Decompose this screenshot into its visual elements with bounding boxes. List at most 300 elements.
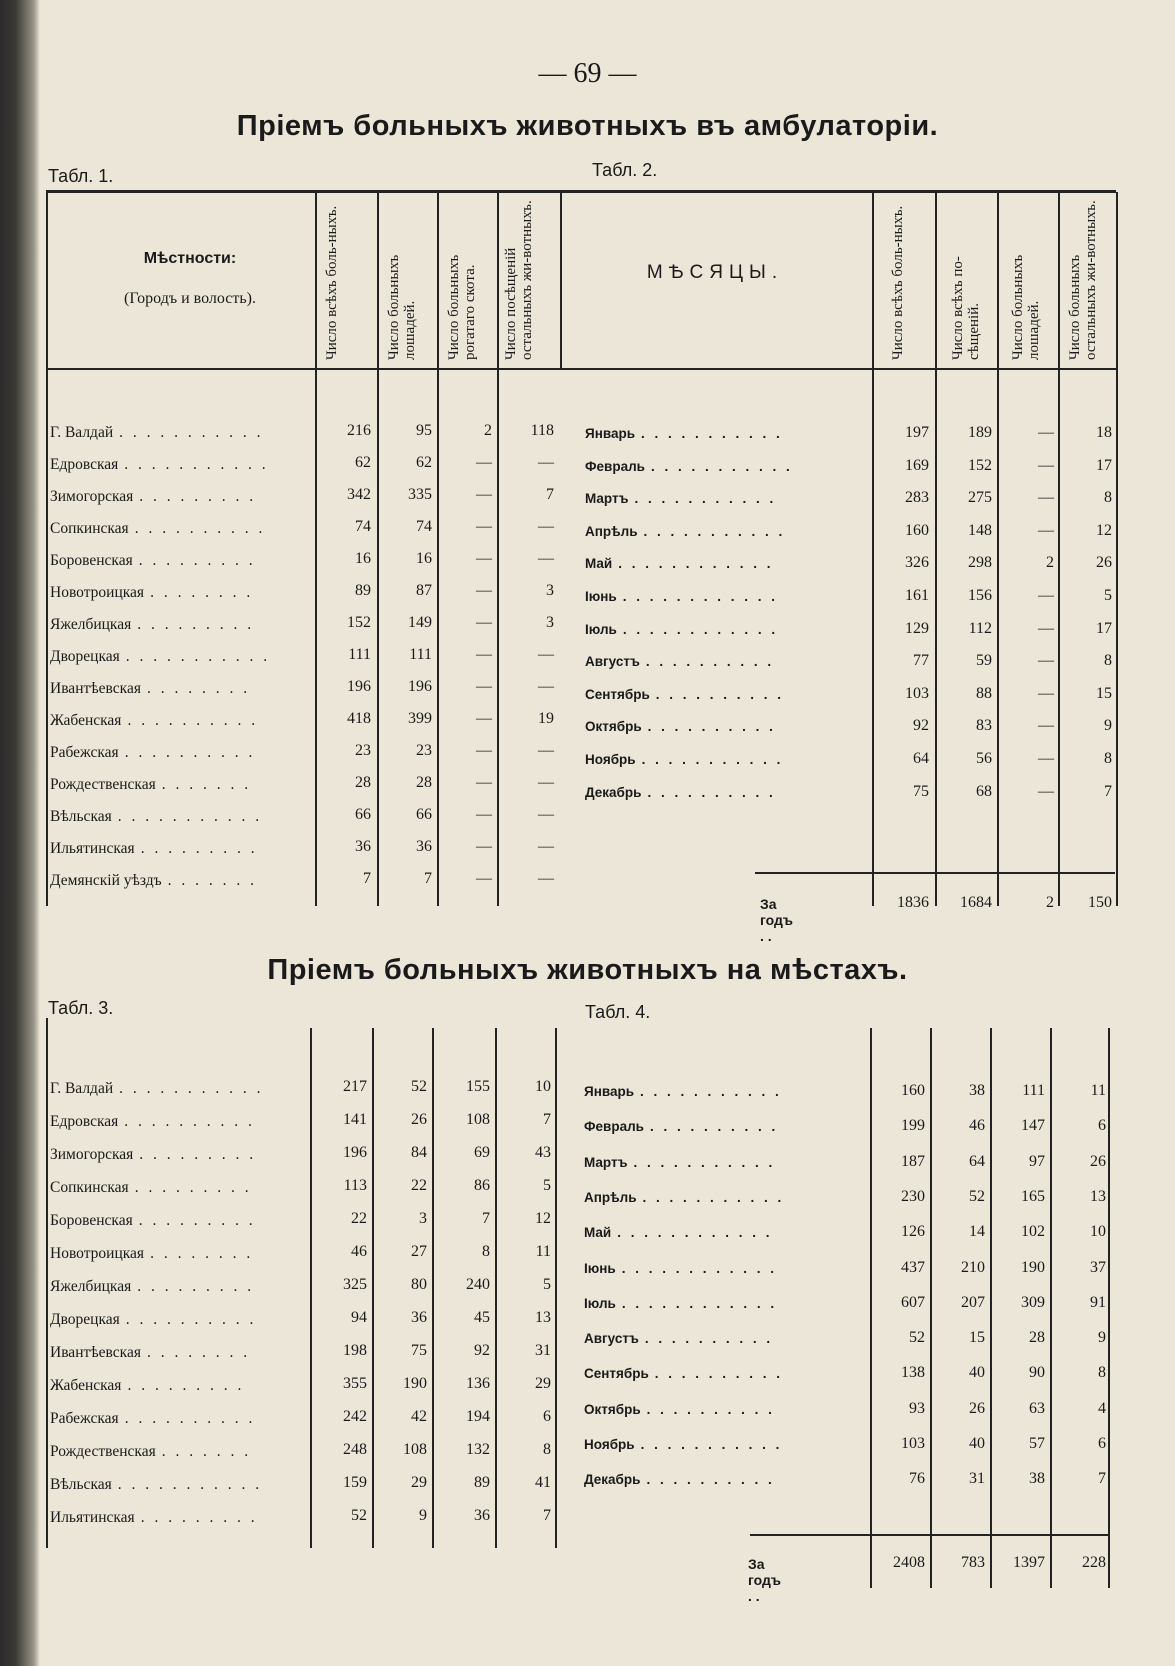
t3-row-name: Жабенская: [50, 1377, 122, 1394]
t2-row-cell: —: [1038, 684, 1054, 702]
t2-row-name: Декабрь: [585, 784, 642, 800]
t2-row-cell: 17: [1096, 619, 1112, 637]
leader-dots: . . . . . . . . . . .: [634, 491, 777, 507]
leader-dots: . . . . . . . . . . .: [650, 458, 793, 474]
t1-row-cell: 118: [530, 422, 554, 439]
t2-total-cell: 2: [1046, 894, 1054, 911]
t3-row-cell: 113: [343, 1177, 367, 1194]
t1-row-name: Новотроицкая: [50, 584, 145, 601]
t1-row-cell: 74: [416, 518, 432, 535]
t4-row-name: Декабрь: [584, 1472, 641, 1488]
t3-row-label: [50, 1245, 253, 1263]
t4-row-cell: 64: [969, 1152, 985, 1170]
t1-row-cell: 87: [416, 582, 432, 599]
t4-row-label: [584, 1190, 784, 1205]
t4-row-name: Апрѣль: [584, 1189, 637, 1205]
t4-row-cell: 607: [901, 1293, 925, 1311]
t3-row-label: [50, 1476, 262, 1494]
t1-col-header-4: Число посѣщеній остальныхъ жи-вотныхъ.: [503, 200, 535, 360]
t2-col-header-4: Число больныхъ остальныхъ жи-вотныхъ.: [1067, 200, 1099, 360]
leader-dots: . . . . . . . . . .: [646, 1472, 775, 1488]
t1-row-name: Ильятинская: [50, 840, 135, 857]
t1-row-cell: —: [538, 870, 554, 887]
t4-row-cell: 8: [1098, 1364, 1106, 1382]
t2-row-cell: 88: [976, 684, 992, 702]
leader-dots: . . . . . . . . . .: [646, 1401, 775, 1417]
t4-row-cell: 40: [969, 1364, 985, 1382]
t2-row-cell: 2: [1046, 554, 1054, 572]
t2-row-name: Ноябрь: [585, 752, 636, 767]
leader-dots: . . . . . . . . . .: [655, 686, 785, 702]
book-spine-shadow: [0, 0, 40, 1666]
t1-row-label: [50, 872, 257, 890]
t1-row-name: Яжелбицкая: [50, 616, 132, 633]
t2-row-cell: 77: [913, 652, 929, 670]
t2-row-name: Февраль: [585, 458, 645, 474]
t4-row-label: [584, 1296, 777, 1311]
t2-total-cell: 1684: [960, 894, 992, 911]
leader-dots: . . . . . . . . . .: [125, 1311, 257, 1328]
t4-row-label: [584, 1261, 777, 1276]
t4-row-cell: 31: [969, 1470, 985, 1488]
t1-row-cell: 149: [408, 614, 432, 631]
leader-dots: . . . . . . . . . . .: [124, 456, 269, 473]
leader-dots: . . . . . . . . . .: [124, 1113, 255, 1130]
t3-row-label: [50, 1278, 254, 1296]
t2-row-label: [585, 719, 776, 734]
t4-total-cell: 783: [961, 1554, 985, 1571]
t2-row-cell: 161: [905, 587, 929, 604]
t4-row-cell: 230: [901, 1187, 925, 1205]
t3-row-label: [50, 1377, 244, 1395]
t2-row-label: [585, 785, 776, 800]
leader-dots: . . . . . . . . .: [134, 1179, 252, 1196]
t4-row-label: [584, 1472, 775, 1487]
t3-row-label: [50, 1179, 252, 1197]
t2-col-header-1: Число всѣхъ боль-ныхъ.: [890, 205, 906, 360]
t3-row-cell: 41: [535, 1474, 551, 1491]
table1-label: Табл. 1.: [48, 166, 114, 186]
t4-row-cell: 63: [1029, 1399, 1045, 1417]
leader-dots: . . . . . . . . . . . .: [621, 1295, 778, 1311]
t4-row-cell: 187: [901, 1152, 925, 1170]
t1-row-name: Вѣльская: [50, 808, 112, 825]
t3-row-cell: 3: [419, 1210, 427, 1227]
t2-row-cell: —: [1038, 424, 1054, 441]
t1-row-name: Демянскій уѣздъ: [50, 872, 162, 889]
t4-row-cell: 103: [901, 1435, 925, 1452]
t1-row-cell: —: [476, 614, 492, 631]
t1-header-sub: (Городъ и волость).: [123, 290, 257, 307]
t4-row-label: [584, 1366, 783, 1381]
table4-label: Табл. 4.: [585, 1002, 651, 1022]
t3-row-cell: 108: [403, 1441, 427, 1458]
t2-col-header-2: Число всѣхъ по-сѣщеній.: [950, 256, 982, 360]
t2-row-cell: 197: [905, 424, 929, 441]
table2-label: Табл. 2.: [592, 160, 658, 180]
t3-row-cell: 240: [466, 1276, 490, 1293]
t4-row-name: Іюль: [584, 1295, 616, 1311]
t1-row-label: [50, 840, 258, 858]
t1-row-cell: 89: [355, 582, 371, 599]
t4-row-cell: 11: [1090, 1082, 1106, 1099]
t3-row-name: Новотроицкая: [50, 1245, 145, 1262]
leader-dots: . . . . . . . . . .: [644, 1331, 774, 1347]
t4-row-label: [584, 1437, 782, 1452]
t1-row-cell: —: [538, 646, 554, 663]
t1-row-cell: 216: [347, 422, 371, 439]
t1-row-cell: 66: [355, 806, 371, 823]
t1-row-cell: —: [538, 774, 554, 791]
t2-row-name: Іюнь: [585, 589, 617, 604]
t1-row-name: Боровенская: [50, 552, 133, 569]
leader-dots: . . . . . . . . . .: [127, 712, 259, 729]
t1-row-cell: 23: [355, 742, 371, 759]
t2-row-cell: 189: [968, 424, 992, 441]
t3-row-cell: 29: [535, 1375, 551, 1392]
table3-label: Табл. 3.: [48, 998, 114, 1018]
t3-row-cell: 10: [535, 1078, 551, 1095]
t2-header-main: МѢСЯЦЫ.: [646, 262, 784, 283]
leader-dots: . . . . . . . . .: [127, 1377, 245, 1394]
t2-row-name: Сентябрь: [585, 686, 650, 702]
t3-row-cell: 26: [411, 1111, 427, 1128]
t1-row-cell: 2: [484, 422, 492, 439]
t2-row-label: [585, 622, 778, 637]
t2-total-cell: 1836: [897, 894, 929, 911]
t1-row-cell: 111: [409, 646, 432, 663]
t2-row-cell: 275: [968, 489, 992, 507]
t4-row-cell: 309: [1021, 1293, 1045, 1311]
t1-row-cell: 3: [546, 582, 554, 599]
leader-dots: . . . . . . . . . . . .: [621, 1260, 778, 1276]
t4-row-name: Августъ: [584, 1331, 639, 1347]
t3-row-cell: 136: [466, 1375, 490, 1392]
t3-row-cell: 198: [343, 1342, 367, 1359]
t1-row-label: [50, 648, 270, 666]
leader-dots: . . . . . . . . . . .: [117, 1476, 263, 1493]
t3-row-cell: 36: [474, 1507, 490, 1524]
t1-row-cell: 152: [347, 614, 371, 631]
t3-row-cell: 132: [466, 1441, 490, 1458]
t3-row-cell: 84: [411, 1144, 427, 1161]
leader-dots: . . . . . . .: [161, 776, 252, 793]
t3-row-cell: 80: [411, 1276, 427, 1293]
t1-row-cell: —: [538, 454, 554, 471]
t3-row-cell: 94: [351, 1309, 367, 1326]
leader-dots: . . . . . . . . . . .: [640, 1084, 782, 1099]
t4-row-cell: 102: [1021, 1223, 1045, 1241]
t4-row-cell: 40: [969, 1435, 985, 1452]
t4-total-cell: 1397: [1013, 1554, 1045, 1571]
t1-row-label: [50, 456, 269, 474]
leader-dots: . . . . . . .: [167, 872, 258, 889]
t3-row-cell: 22: [411, 1177, 427, 1194]
t1-row-cell: 23: [416, 742, 432, 759]
t4-row-cell: 437: [901, 1258, 925, 1276]
t1-row-label: [50, 776, 251, 794]
t2-row-cell: 298: [968, 554, 992, 572]
t4-row-cell: 90: [1029, 1364, 1045, 1382]
t1-row-cell: 335: [408, 486, 432, 503]
t3-row-name: Яжелбицкая: [50, 1278, 132, 1295]
leader-dots: . . . . . . . . . .: [124, 744, 256, 761]
t2-row-cell: —: [1038, 489, 1054, 507]
leader-dots: . . . . . . . . . . .: [641, 426, 783, 441]
t2-row-label: [585, 654, 774, 669]
t4-row-cell: 7: [1098, 1470, 1106, 1488]
t1-col-header-1: Число всѣхъ боль-ныхъ.: [324, 205, 340, 360]
leader-dots: . . . . . . . . .: [139, 488, 257, 505]
t4-row-name: Май: [584, 1225, 612, 1241]
t4-row-cell: 26: [969, 1399, 985, 1417]
t1-row-cell: —: [476, 710, 492, 727]
t1-row-label: [50, 520, 265, 538]
leader-dots: . . . . . . . . .: [137, 616, 255, 633]
leader-dots: . . . . . . . . . . . .: [622, 621, 779, 637]
leader-dots: . . . . . . . . . .: [124, 1410, 256, 1427]
t1-row-cell: 95: [416, 422, 432, 439]
t4-row-cell: 37: [1090, 1258, 1106, 1276]
t3-row-cell: 45: [474, 1309, 490, 1326]
t2-row-cell: —: [1038, 521, 1054, 539]
t1-row-cell: —: [476, 742, 492, 759]
t1-row-cell: 399: [408, 710, 432, 727]
t3-row-cell: 12: [535, 1210, 551, 1227]
t1-row-cell: 196: [408, 678, 432, 695]
t3-row-cell: 7: [482, 1210, 490, 1227]
t4-row-cell: 76: [909, 1470, 925, 1488]
t1-row-name: Едровская: [50, 456, 119, 473]
leader-dots: . . . . . . . . . . . .: [617, 1225, 773, 1241]
t3-row-cell: 92: [474, 1342, 490, 1359]
t2-row-cell: 160: [905, 521, 929, 539]
leader-dots: . . . . . . . . .: [138, 1212, 256, 1229]
t1-row-cell: 418: [347, 710, 371, 727]
t4-total-label: За годъ . .: [748, 1556, 781, 1604]
t3-row-name: Ивантѣевская: [50, 1344, 141, 1361]
t2-row-name: Іюль: [585, 621, 617, 637]
leader-dots: . . . . . . . . . .: [654, 1366, 784, 1382]
t4-row-cell: 9: [1098, 1329, 1106, 1347]
t3-row-cell: 194: [466, 1408, 490, 1425]
t1-row-cell: 7: [546, 486, 554, 503]
t1-row-cell: —: [538, 742, 554, 759]
t4-row-cell: 6: [1098, 1435, 1106, 1452]
t4-row-cell: 13: [1090, 1187, 1106, 1205]
t2-row-cell: 169: [905, 456, 929, 474]
t2-row-cell: 59: [976, 652, 992, 670]
t2-row-cell: 8: [1104, 750, 1112, 767]
t3-row-name: Ильятинская: [50, 1509, 135, 1526]
t3-row-label: [50, 1311, 256, 1329]
leader-dots: . . . . . . . . .: [140, 840, 258, 857]
t4-row-name: Мартъ: [584, 1154, 628, 1170]
t4-row-label: [584, 1084, 782, 1099]
t4-row-cell: 10: [1090, 1223, 1106, 1241]
t2-row-cell: 103: [905, 684, 929, 702]
t2-row-name: Май: [585, 556, 613, 572]
t2-row-name: Августъ: [585, 654, 640, 670]
t3-row-cell: 217: [343, 1078, 367, 1095]
t1-row-label: [50, 488, 256, 506]
leader-dots: . . . . . . . . . .: [647, 784, 776, 800]
t1-row-cell: 196: [347, 678, 371, 695]
t4-row-cell: 91: [1090, 1293, 1106, 1311]
t4-row-cell: 97: [1029, 1152, 1045, 1170]
t4-row-cell: 15: [969, 1329, 985, 1347]
t4-row-name: Февраль: [584, 1119, 644, 1135]
t2-row-cell: 92: [913, 717, 929, 735]
t3-row-cell: 155: [466, 1078, 490, 1095]
t4-row-cell: 52: [909, 1329, 925, 1347]
t1-row-cell: 62: [355, 454, 371, 471]
t3-row-cell: 9: [419, 1507, 427, 1524]
t3-row-cell: 8: [543, 1441, 551, 1458]
leader-dots: . . . . . . . . . . . .: [622, 589, 779, 604]
t1-col-header-2: Число больныхъ лошадей.: [386, 254, 418, 360]
t3-row-cell: 69: [474, 1144, 490, 1161]
leader-dots: . . . . . . . .: [146, 680, 251, 697]
t1-row-cell: —: [476, 774, 492, 791]
t3-row-name: Зимогорская: [50, 1146, 134, 1163]
t4-row-name: Іюнь: [584, 1260, 616, 1276]
leader-dots: . . . . . . . . .: [137, 1278, 255, 1295]
t2-row-cell: 18: [1096, 424, 1112, 441]
t2-row-label: [585, 491, 776, 506]
t2-row-label: [585, 589, 778, 604]
leader-dots: . . . . . . . . . . . .: [618, 556, 774, 572]
t3-row-cell: 159: [343, 1474, 367, 1491]
t3-row-cell: 31: [535, 1342, 551, 1359]
t2-row-cell: 8: [1104, 652, 1112, 670]
t2-total-label: За годъ . .: [760, 896, 793, 944]
t3-row-cell: 42: [411, 1408, 427, 1425]
t4-row-cell: 46: [969, 1117, 985, 1135]
t4-row-cell: 138: [901, 1364, 925, 1382]
t1-row-cell: 3: [546, 614, 554, 631]
t1-row-cell: —: [476, 550, 492, 567]
t3-row-cell: 5: [543, 1177, 551, 1194]
t4-row-cell: 126: [901, 1223, 925, 1241]
t1-row-cell: 19: [538, 710, 554, 727]
t3-row-cell: 89: [474, 1474, 490, 1491]
t2-row-label: [585, 556, 774, 571]
t3-row-name: Едровская: [50, 1113, 119, 1130]
leader-dots: . . . . . . . . .: [138, 552, 256, 569]
t3-row-cell: 52: [351, 1507, 367, 1524]
t4-row-cell: 14: [969, 1223, 985, 1241]
leader-dots: . . . . . . . . . . .: [119, 1080, 264, 1097]
leader-dots: . . . . . . . . .: [140, 1509, 258, 1526]
t2-row-cell: 148: [968, 521, 992, 539]
t1-row-name: Жабенская: [50, 712, 122, 729]
leader-dots: . . . . . . . .: [150, 584, 254, 601]
t4-row-name: Сентябрь: [584, 1366, 649, 1382]
t1-row-name: Ивантѣевская: [50, 680, 141, 697]
t2-row-label: [585, 459, 793, 474]
t3-row-label: [50, 1410, 255, 1428]
t1-header-main: Мѣстности:: [143, 250, 237, 267]
t3-row-label: [50, 1113, 255, 1131]
t2-row-cell: —: [1038, 717, 1054, 735]
t2-row-label: [585, 752, 783, 767]
t1-row-cell: 66: [416, 806, 432, 823]
t3-row-cell: 86: [474, 1177, 490, 1194]
t4-row-cell: 199: [901, 1117, 925, 1135]
t3-row-cell: 46: [351, 1243, 367, 1260]
t1-row-label: [50, 552, 256, 570]
t4-total-cell: 2408: [893, 1554, 925, 1571]
section2-title: Пріемъ больныхъ животныхъ на мѣстахъ.: [267, 954, 908, 986]
leader-dots: . . . . . . . .: [150, 1245, 254, 1262]
t3-row-cell: 27: [411, 1243, 427, 1260]
t2-row-name: Мартъ: [585, 491, 629, 507]
t2-row-cell: 5: [1104, 587, 1112, 604]
t1-row-name: Зимогорская: [50, 488, 134, 505]
t3-row-cell: 29: [411, 1474, 427, 1491]
t1-row-label: [50, 712, 258, 730]
t2-row-cell: 7: [1104, 782, 1112, 800]
t3-row-cell: 196: [343, 1144, 367, 1161]
t4-row-cell: 93: [909, 1399, 925, 1417]
t3-row-cell: 355: [343, 1375, 367, 1392]
t3-row-label: [50, 1212, 256, 1230]
t1-row-label: [50, 744, 255, 762]
t1-row-name: Рабежская: [50, 744, 119, 761]
t4-row-label: [584, 1225, 773, 1240]
t1-row-cell: 342: [347, 486, 371, 503]
t3-row-cell: 7: [543, 1111, 551, 1128]
leader-dots: . . . . . . . . . . .: [643, 523, 786, 539]
t4-total-cell: 228: [1082, 1554, 1106, 1571]
t4-row-cell: 190: [1021, 1258, 1045, 1276]
leader-dots: . . . . . . . . . .: [645, 654, 775, 670]
t1-row-cell: —: [476, 486, 492, 503]
t3-row-cell: 22: [351, 1210, 367, 1227]
leader-dots: . . . . . . . . . . .: [119, 424, 264, 441]
t1-row-cell: —: [476, 518, 492, 535]
t3-row-name: Вѣльская: [50, 1476, 112, 1493]
t4-row-cell: 38: [969, 1082, 985, 1099]
t4-row-cell: 207: [961, 1293, 985, 1311]
t4-row-name: Ноябрь: [584, 1437, 635, 1452]
t2-row-cell: 8: [1104, 489, 1112, 507]
t2-row-name: Январь: [585, 426, 636, 441]
t2-row-name: Апрѣль: [585, 523, 638, 539]
t4-row-cell: 165: [1021, 1187, 1045, 1205]
t3-row-name: Г. Валдай: [50, 1080, 114, 1097]
t3-row-cell: 8: [482, 1243, 490, 1260]
t3-row-name: Сопкинская: [50, 1179, 129, 1196]
t4-row-name: Январь: [584, 1084, 635, 1099]
t1-row-cell: 74: [355, 518, 371, 535]
leader-dots: . . . . . . . . . .: [649, 1119, 779, 1135]
t1-row-cell: 16: [416, 550, 432, 567]
t1-row-name: Рождественская: [50, 776, 156, 793]
t2-row-cell: 83: [976, 717, 992, 735]
t2-row-label: [585, 426, 783, 441]
t2-row-cell: —: [1038, 587, 1054, 604]
t1-row-cell: —: [538, 518, 554, 535]
leader-dots: . . . . . . . . . . .: [117, 808, 263, 825]
t3-row-name: Боровенская: [50, 1212, 133, 1229]
t2-row-cell: 75: [913, 782, 929, 800]
section1-title: Пріемъ больныхъ животныхъ въ амбулаторіи.: [236, 110, 939, 142]
t1-row-name: Г. Валдай: [50, 424, 114, 441]
t3-row-cell: 108: [466, 1111, 490, 1128]
t2-row-cell: —: [1038, 619, 1054, 637]
